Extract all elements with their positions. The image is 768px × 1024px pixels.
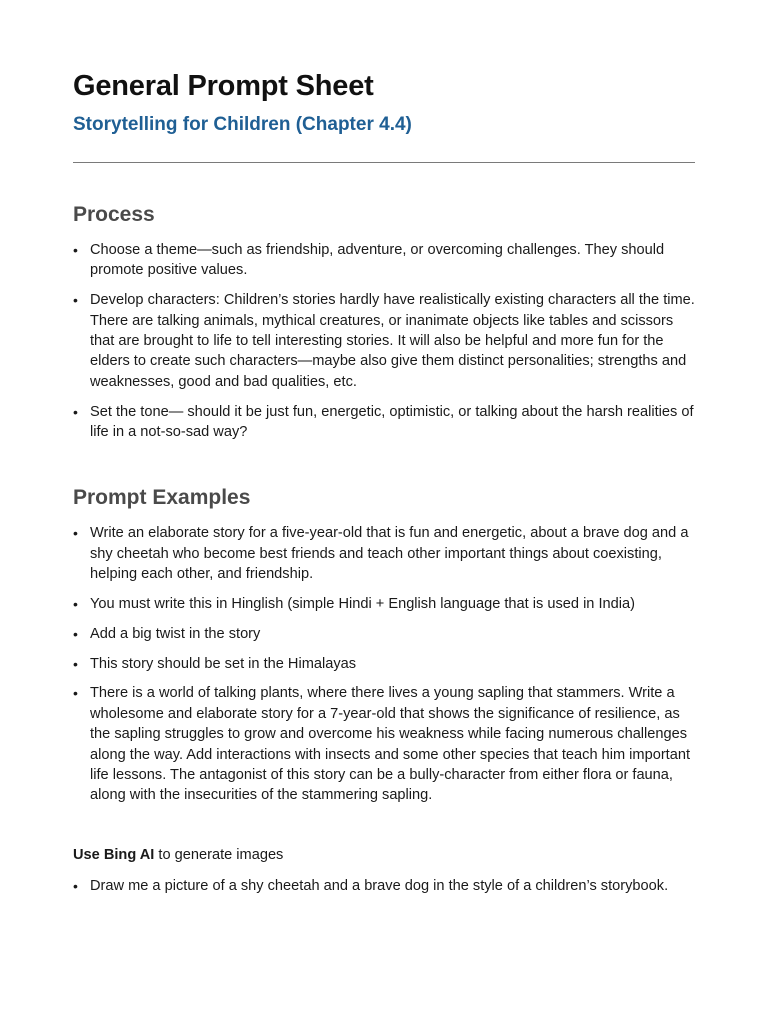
bullet-icon: • bbox=[73, 878, 78, 895]
bullet-icon: • bbox=[73, 685, 78, 702]
bullet-icon: • bbox=[73, 292, 78, 309]
divider bbox=[73, 162, 695, 163]
list-item bbox=[73, 402, 695, 443]
list-item bbox=[73, 240, 695, 281]
prompt-examples-list bbox=[73, 523, 695, 805]
bullet-icon: • bbox=[73, 596, 78, 613]
list-item bbox=[73, 876, 695, 896]
list-item bbox=[73, 290, 695, 392]
page-subtitle: Storytelling for Children (Chapter 4.4) bbox=[73, 114, 412, 135]
bullet-icon: • bbox=[73, 655, 78, 672]
list-item-text: You must write this in Hinglish (simple Hindi + English language that is used in India) bbox=[90, 596, 635, 613]
list-item-text: There is a world of talking plants, where there lives a young sapling that stammers. Write a wholesome and elaborate story for a 7-year-old that shows the significance of resilience, as the sapling struggles to grow and overcome his weakness while facing numerous challenges along the way. Add interactions with insects and some other species that teach him important life lessons. The antagonist of this story can be a bully-character from either flora or fauna, along with the insecurities of the stammering sapling. bbox=[90, 685, 691, 804]
list-item-text: Write an elaborate story for a five-year-old that is fun and energetic, about a brave dog and a shy cheetah who become best friends and teach other important things about coexisting, helping each other, and friendship. bbox=[90, 525, 689, 583]
bullet-icon: • bbox=[73, 525, 78, 542]
list-item-text: Set the tone— should it be just fun, energetic, optimistic, or talking about the harsh realities of life in a not-so-sad way? bbox=[90, 403, 694, 441]
list-item-text: Develop characters: Children’s stories hardly have realistically existing characters all the time. There are talking animals, mythical creatures, or inanimate objects like tables and scissors that are brought to life to tell interesting stories. It will also be helpful and more fun for the elders to create such characters—maybe also give them distinct personalities; strengths and weaknesses, good and bad qualities, etc. bbox=[90, 292, 695, 390]
list-item-text: Draw me a picture of a shy cheetah and a brave dog in the style of a children’s storybook. bbox=[90, 878, 669, 895]
process-list bbox=[73, 240, 695, 442]
list-item-text: Add a big twist in the story bbox=[90, 625, 261, 642]
bullet-icon: • bbox=[73, 403, 78, 420]
list-item bbox=[73, 654, 695, 674]
prompt-examples-heading: Prompt Examples bbox=[73, 486, 251, 510]
bing-label-bold: Use Bing AI bbox=[73, 846, 155, 863]
list-item bbox=[73, 624, 695, 644]
list-item bbox=[73, 594, 695, 614]
bullet-icon: • bbox=[73, 242, 78, 258]
bing-label-rest: to generate images bbox=[154, 846, 284, 863]
list-item-text: Choose a theme—such as friendship, adventure, or overcoming challenges. They should promote positive values. bbox=[90, 242, 665, 279]
process-heading: Process bbox=[73, 203, 155, 226]
list-item bbox=[73, 683, 695, 805]
list-item bbox=[73, 523, 695, 584]
bing-intro bbox=[73, 845, 695, 865]
bing-list bbox=[73, 876, 695, 896]
list-item-text: This story should be set in the Himalayas bbox=[90, 655, 357, 672]
document-page bbox=[73, 68, 695, 906]
bullet-icon: • bbox=[73, 625, 78, 642]
page-title: General Prompt Sheet bbox=[73, 70, 374, 102]
